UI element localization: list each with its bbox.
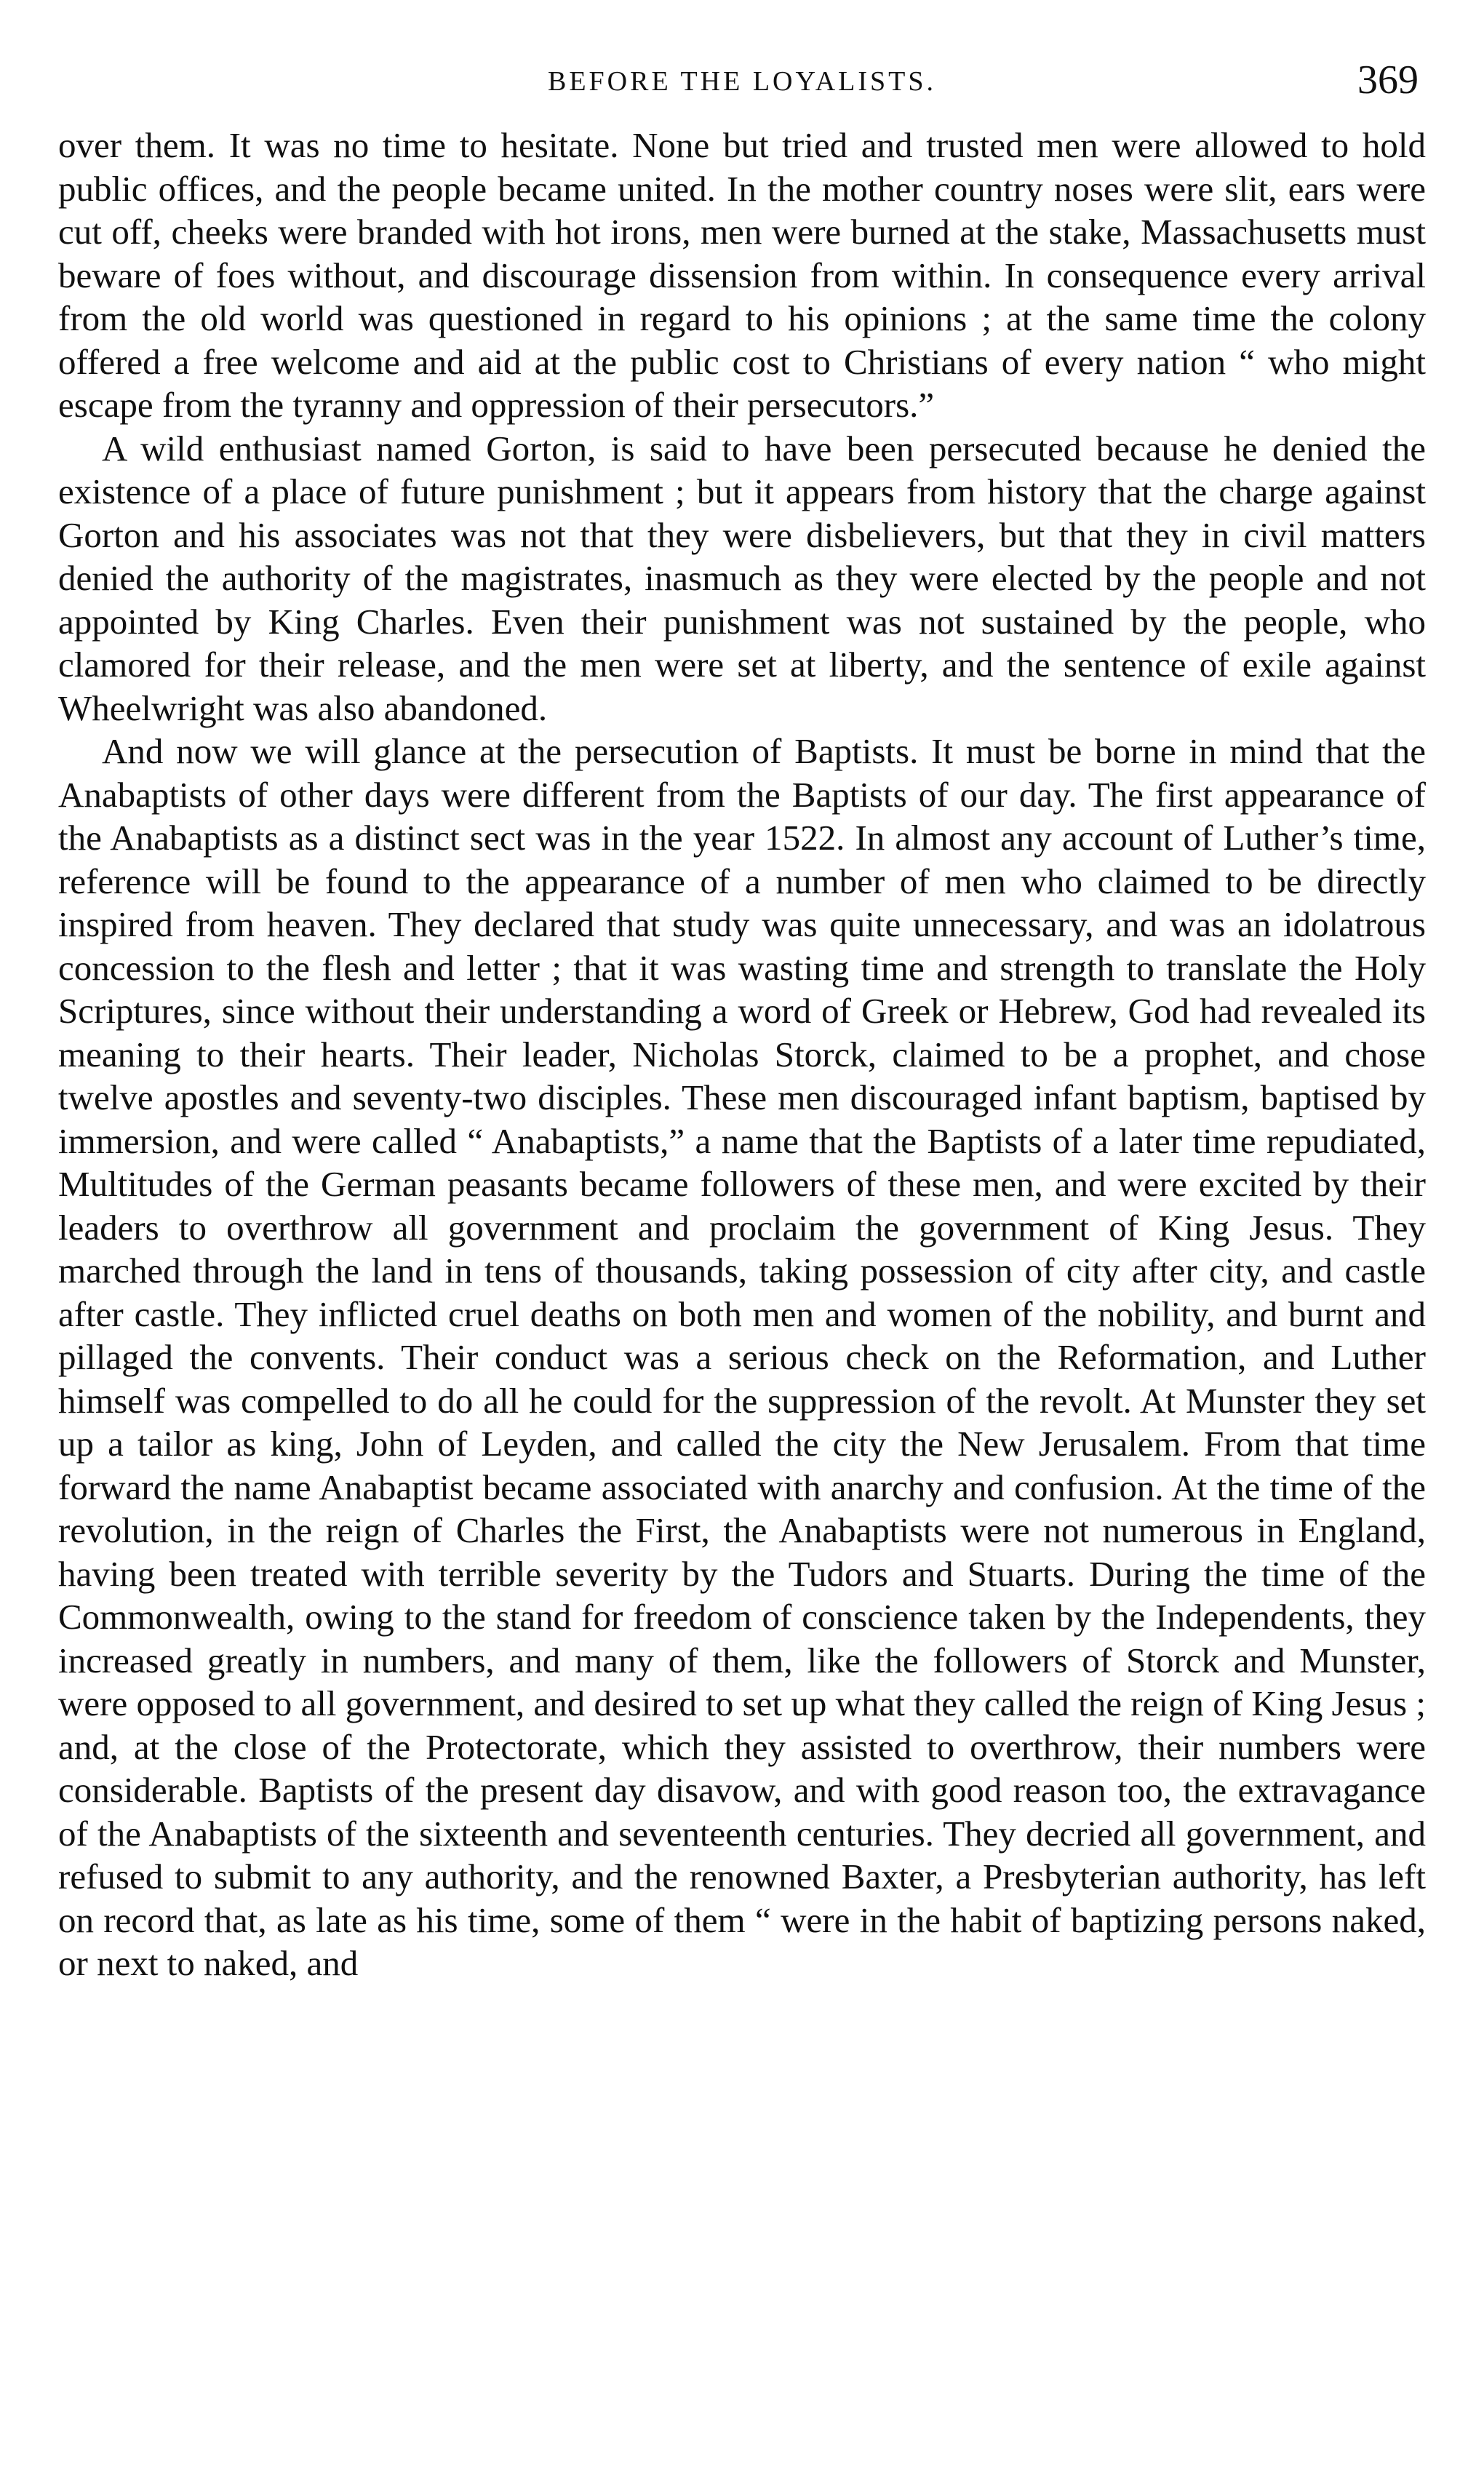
running-title: BEFORE THE LOYALISTS.	[547, 66, 937, 97]
body-text	[58, 124, 1426, 1985]
paragraph: A wild enthusiast named Gorton, is said to have been persecuted because he denied the existence of a place of future punishment ; but it appears from history that the charge against Gorton and his associates was not that they were disbelievers, but that they in civil matters denied the authority of the magistrates, inasmuch as they were elected by the people and not appointed by King Charles. Even their punishment was not sustained by the people, who clamored for their release, and the men were set at liberty, and the sentence of exile against Wheelwright was also abandoned.	[58, 428, 1426, 728]
paragraph: And now we will glance at the persecution of Baptists. It must be borne in mind that the Anabaptists of other days were different from the Baptists of our day. The first appearance of the Anabaptists as a distinct sect was in the year 1522. In almost any account of Luther’s time, reference will be found to the appearance of a number of men who claimed to be directly inspired from heaven. They declared that study was quite unnecessary, and was an idolatrous concession to the flesh and letter ; that it was wasting time and strength to translate the Holy Scriptures, since without their understanding a word of Greek or Hebrew, God had revealed its meaning to their hearts. Their leader, Nicholas Storck, claimed to be a prophet, and chose twelve apostles and seventy-two disciples. These men discouraged infant baptism, baptised by immersion, and were called “ Anabaptists,” a name that the Baptists of a later time repudiated, Multitudes of the German peasants became followers of these men, and were excited by their leaders to overthrow all government and proclaim the government of King Jesus. They marched through the land in tens of thousands, taking possession of city after city, and castle after castle. They inflicted cruel deaths on both men and women of the nobility, and burnt and pillaged the convents. Their conduct was a serious check on the Reformation, and Luther himself was compelled to do all he could for the suppression of the revolt. At Munster they set up a tailor as king, John of Leyden, and called the city the New Jerusalem. From that time forward the name Anabaptist became associated with anarchy and confusion. At the time of the revolution, in the reign of Charles the First, the Anabaptists were not numerous in England, having been treated with terrible severity by the Tudors and Stuarts. During the time of the Commonwealth, owing to the stand for freedom of conscience taken by the Independents, they increased greatly in numbers, and many of them, like the followers of Storck and Munster, were opposed to all government, and desired to set up what they called the reign of King Jesus ; and, at the close of the Protectorate, which they assisted to overthrow, their numbers were considerable. Baptists of the present day disavow, and with good reason too, the extravagance of the Anabaptists of the sixteenth and seventeenth centuries. They decried all government, and refused to submit to any authority, and the renowned Baxter, a Presbyterian authority, has left on record that, as late as his time, some of them “ were in the habit of baptizing persons naked, or next to naked, and	[58, 731, 1426, 1983]
page-number: 369	[1357, 57, 1419, 103]
running-head	[58, 44, 1426, 124]
paragraph: over them. It was no time to hesitate. None but tried and trusted men were allowed to hold public offices, and the people became united. In the mother country noses were slit, ears were cut off, cheeks were branded with hot irons, men were burned at the stake, Massachusetts must beware of foes without, and discourage dissension from within. In consequence every arrival from the old world was questioned in regard to his opinions ; at the same time the colony offered a free welcome and aid at the public cost to Christians of every nation “ who might escape from the tyranny and oppression of their persecutors.”	[58, 125, 1426, 425]
book-page	[58, 44, 1426, 2444]
